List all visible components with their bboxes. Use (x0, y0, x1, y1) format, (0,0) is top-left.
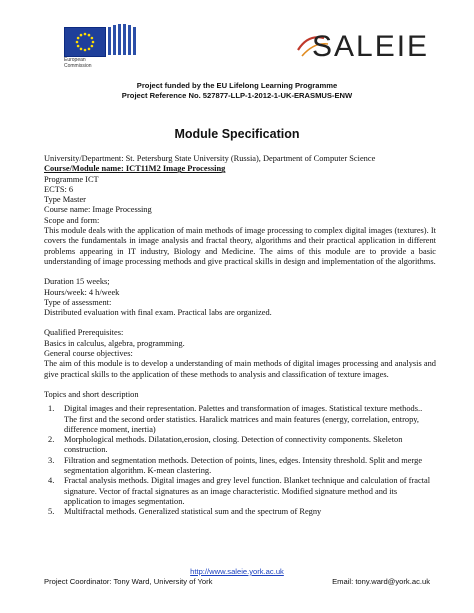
module-body (44, 154, 436, 518)
programme-line: Programme ICT (44, 174, 99, 184)
ects-line: ECTS: 6 (44, 184, 74, 194)
topic-number: 4. (48, 476, 55, 486)
topic-text: Digital images and their representation. Palettes and transformation of images. Statistical texture methods.. The first and the second order statistics. Haralick matrices and main features (energy, correlation, entropy, difference moment, inertia) (64, 404, 423, 434)
type-line: Type Master (44, 195, 86, 205)
header-logos (0, 0, 474, 72)
saleie-website-link[interactable]: http://www.saleie.york.ac.uk (190, 567, 284, 576)
footer-url (0, 567, 474, 576)
eu-caption-line2: Commission (64, 62, 92, 69)
topic-number: 3. (48, 455, 55, 465)
saleie-logo-text: SALEIE (312, 30, 430, 63)
prereq-text: Basics in calculus, algebra, programming. (44, 338, 185, 348)
topics-label: Topics and short description (44, 389, 139, 399)
list-item (44, 476, 436, 507)
objectives-label: General course objectives: (44, 349, 133, 359)
footer-coordinator: Project Coordinator: Tony Ward, University of York (44, 577, 213, 586)
topic-number: 5. (48, 507, 55, 517)
topic-number: 2. (48, 435, 55, 445)
topic-text: Morphological methods. Dilatation,erosion, closing. Detection of connectivity components. Skeleton construction. (64, 435, 403, 455)
course-name-line: Course name: Image Processing (44, 205, 152, 215)
european-commission-logo (60, 23, 142, 73)
funding-statement (0, 81, 474, 101)
berlaymont-building-icon (106, 23, 140, 57)
eu-caption (64, 58, 92, 69)
list-item (44, 507, 436, 517)
objectives-text: The aim of this module is to develop a understanding of main methods of digital images processing and analysis and give practical skills to the application of these methods to analysis and classification of texture images. (44, 359, 436, 379)
funding-line2: Project Reference No. 527877-LLP-1-2012-1-UK-ERASMUS-ENW (121, 91, 353, 100)
topics-list (44, 404, 436, 517)
topic-text: Multifractal methods. Generalized statistical sum and the spectrum of Regny (64, 507, 322, 517)
topic-text: Filtration and segmentation methods. Detection of points, lines, edges. Intensity threshold. Split and merge segmentation algorithm. K-mean clastering. (64, 455, 423, 476)
university-line: University/Department: St. Petersburg State University (Russia), Department of Computer Science (44, 154, 376, 163)
course-module-line: Course/Module name: ICT11M2 Image Processing (44, 164, 226, 174)
funding-line1: Project funded by the EU Lifelong Learning Programme (136, 81, 338, 90)
eu-flag-icon (64, 27, 106, 57)
hours-line: Hours/week: 4 h/week (44, 287, 120, 297)
topic-number: 1. (48, 404, 55, 414)
list-item (44, 456, 436, 477)
scope-text: This module deals with the application of main methods of image processing to complex digital images (textures). It covers the fundamentals in image analysis and fractal theory, algorithms and their practical application in different problems appearing in IT industry, Biology and Medicine. The aims of this module are to provide a basic understanding of image processing methods and give practical skills in design and implementation of the algorithms. (44, 226, 436, 266)
list-item (44, 435, 436, 456)
saleie-logo (294, 32, 434, 64)
eu-caption-line1: European (64, 57, 86, 63)
duration-line: Duration 15 weeks; (44, 277, 110, 287)
list-item (44, 404, 436, 435)
assessment-text: Distributed evaluation with final exam. Practical labs are organized. (44, 308, 272, 318)
prereq-label: Qualified Prerequisites: (44, 328, 124, 338)
assessment-label: Type of assessment: (44, 297, 112, 307)
topic-text: Fractal analysis methods. Digital images and grey level function. Blanket technique and calculation of fractal signature. Vector of fractal signatures as an image characteristic. Modified signature method and its application to images segmentation. (64, 476, 431, 506)
page-title: Module Specification (174, 127, 300, 141)
footer-email: Email: tony.ward@york.ac.uk (332, 577, 430, 586)
scope-label: Scope and form: (44, 215, 100, 225)
